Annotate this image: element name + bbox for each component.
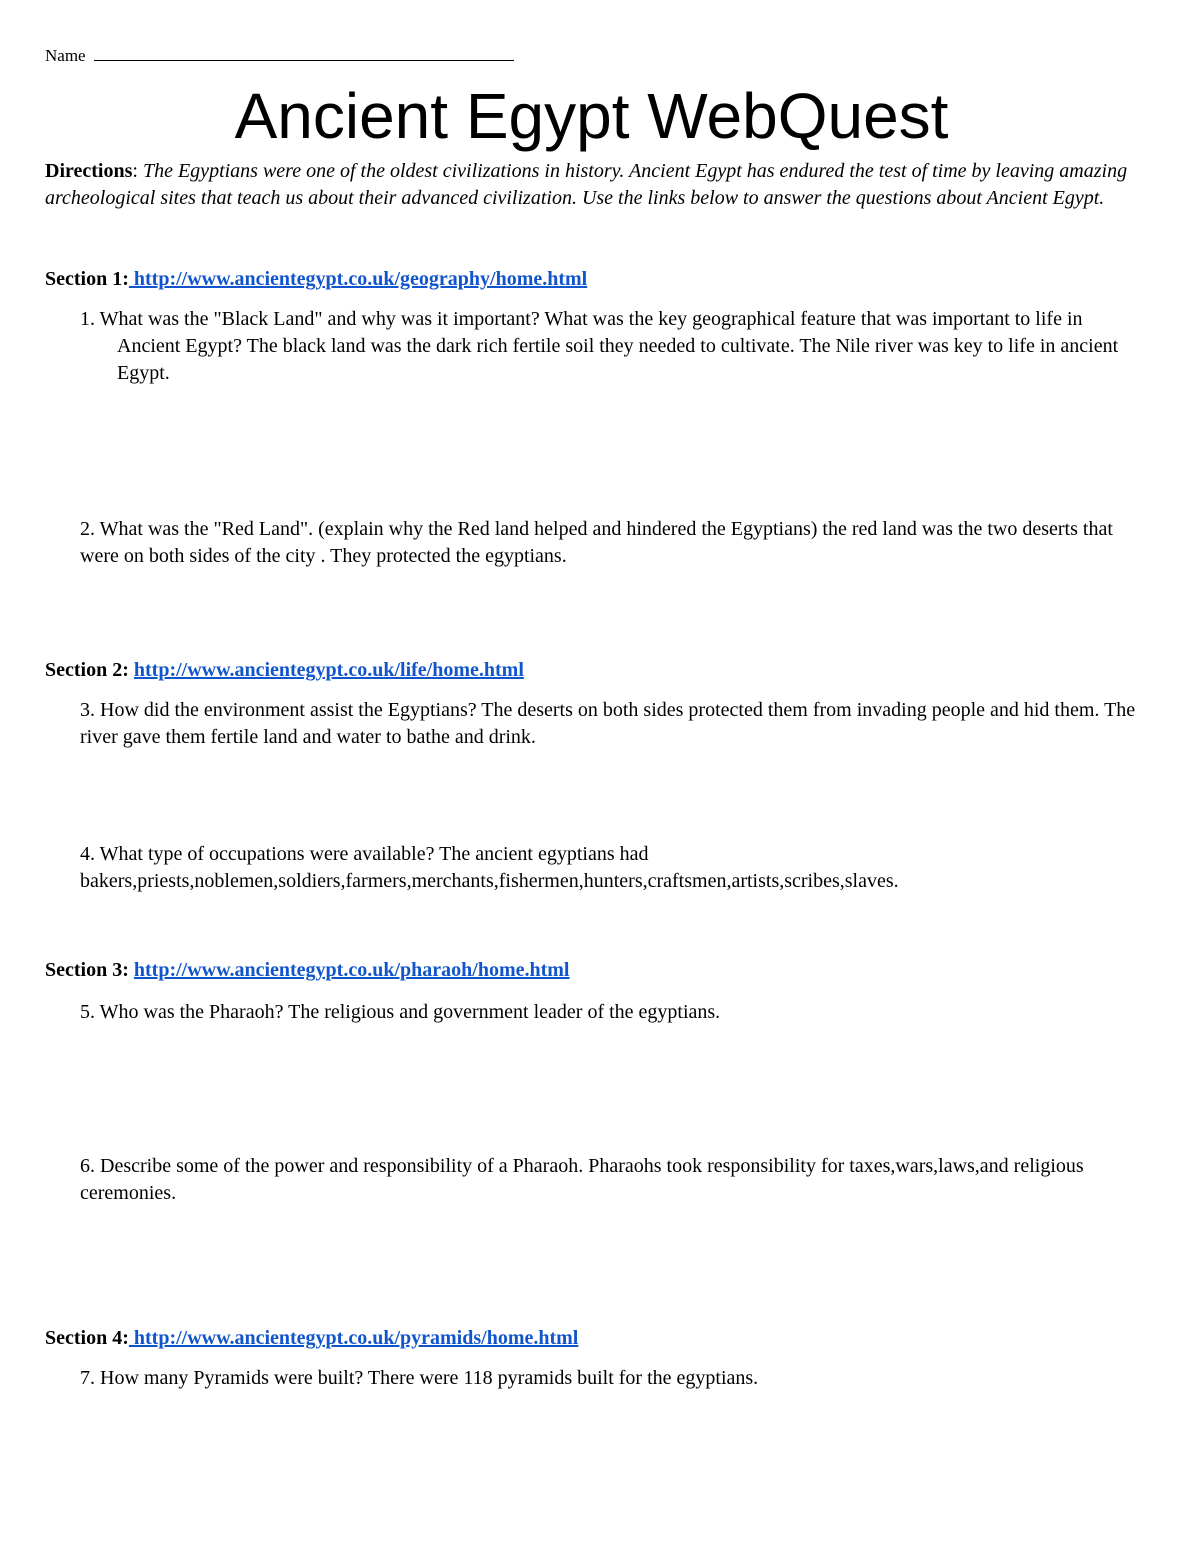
name-row (45, 44, 514, 66)
question-4-text: 4. What type of occupations were available? The ancient egyptians had bakers,priests,noblemen,soldiers,farmers,merchants,fishermen,hunters,craftsmen,artists,scribes,slaves. (80, 843, 899, 892)
section-1-label: Section 1: (45, 268, 129, 290)
question-7-text: 7. How many Pyramids were built? There were 118 pyramids built for the egyptians. (80, 1367, 759, 1389)
directions-text: The Egyptians were one of the oldest civilizations in history. Ancient Egypt has endured the test of time by leaving amazing archeological sites that teach us about their advanced civilization. Use the links below to answer the questions about Ancient Egypt. (45, 160, 1128, 209)
page-title: Ancient Egypt WebQuest (234, 80, 949, 152)
question-6 (80, 1153, 1150, 1207)
section-3-link[interactable]: http://www.ancientegypt.co.uk/pharaoh/home.html (133, 959, 570, 981)
question-3-text: 3. How did the environment assist the Egyptians? The deserts on both sides protected them from invading people and hid them. The river gave them fertile land and water to bathe and drink. (80, 699, 1136, 748)
section-2-link[interactable]: http://www.ancientegypt.co.uk/life/home.html (133, 659, 524, 681)
directions-paragraph (45, 158, 1155, 212)
question-6-text: 6. Describe some of the power and responsibility of a Pharaoh. Pharaohs took responsibility for taxes,wars,laws,and religious ceremonies. (80, 1155, 1084, 1204)
section-1-heading (45, 268, 587, 291)
question-4 (80, 841, 1150, 895)
question-1 (80, 306, 1140, 387)
section-2-heading (45, 659, 524, 682)
section-4-label: Section 4: (45, 1327, 129, 1349)
section-4-heading (45, 1327, 578, 1350)
section-3-label: Section 3: (45, 959, 129, 981)
section-1-link[interactable]: http://www.ancientegypt.co.uk/geography/home.html (128, 268, 588, 290)
question-7 (80, 1365, 1150, 1392)
name-label: Name (45, 46, 86, 65)
name-blank-line (94, 44, 514, 61)
directions-colon: : (132, 160, 138, 182)
section-3-heading (45, 959, 569, 982)
section-4-link[interactable]: http://www.ancientegypt.co.uk/pyramids/home.html (128, 1327, 579, 1349)
section-2-label: Section 2: (45, 659, 129, 681)
question-5-text: 5. Who was the Pharaoh? The religious and government leader of the egyptians. (80, 1001, 721, 1023)
question-1-text: 1. What was the "Black Land" and why was it important? What was the key geographical feature that was important to life in Ancient Egypt? The black land was the dark rich fertile soil they needed to cultivate. The Nile river was key to life in ancient Egypt. (80, 308, 1119, 384)
directions-label: Directions (45, 160, 133, 182)
question-3 (80, 697, 1150, 751)
question-2 (80, 516, 1150, 570)
question-2-text: 2. What was the "Red Land". (explain why the Red land helped and hindered the Egyptians) the red land was the two deserts that were on both sides of the city . They protected the egyptians. (80, 518, 1113, 567)
question-5 (80, 999, 1150, 1026)
